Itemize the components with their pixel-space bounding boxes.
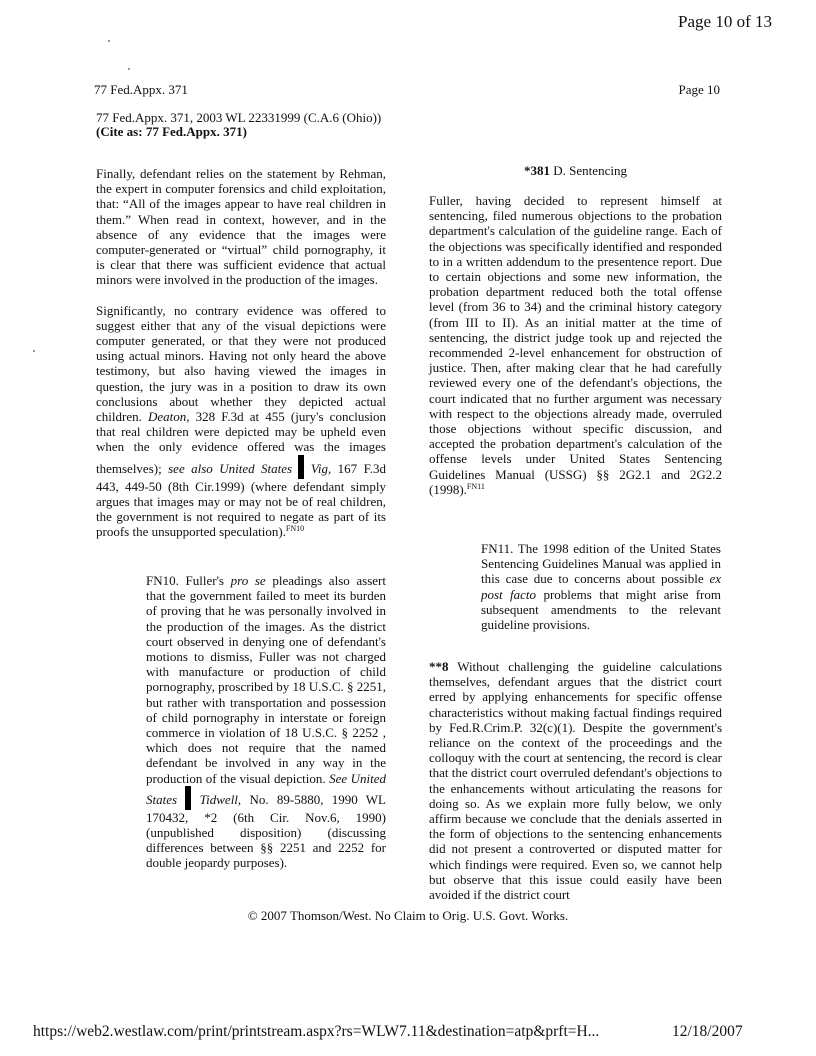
right-column-continued — [429, 659, 722, 902]
case-name-tidwell: Tidwell, — [199, 791, 242, 807]
case-name-vig: Vig, — [310, 460, 332, 476]
text-run: Significantly, no contrary evidence was offered to suggest either that any of the visual depictions were computer generated, or that they were not produced using actual minors. Having not only heard the above testimony, but also having viewed the images in question, the jury was in a position to draw its own conclusions about whether they depicted actual children. — [96, 302, 386, 425]
text-run: 328 F.3d at 455 (jury's conclusion that real children were depicted may be upheld even when the only evidence offered was the images themselves); — [96, 409, 386, 476]
text-run: No. 89-5880, 1990 WL 170432, *2 (6th Cir. Nov.6, 1990) (unpublished disposition) (discussing differences between §§ 2251 and 2252 for double jeopardy purposes). — [146, 791, 386, 871]
star-page-marker: **8 — [429, 659, 449, 674]
text-run: Fuller, having decided to represent himself at sentencing, filed numerous objections to the probation department's calculation of the guideline range. Each of the objections was specifically identified and responded to in a written addendum to the presentence report. Due to certain objections and some new information, the probation department reduced both the total offense level (from 36 to 34) and the criminal history category (from III to II). As an initial matter at the time of sentencing, the district judge took up and rejected the recommended 2-level enhancement for obstruction of justice. Then, after making clear that he had carefully reviewed every one of the defendant's objections, the court indicated that no further argument was necessary with respect to the objections already made, overruled those objections without specific discussion, and accepted the probation department's calculation of the offense levels under United States Sentencing Guidelines Manual (USSG) §§ 2G2.1 and 2G2.2 (1998). — [429, 193, 722, 497]
right-column — [429, 193, 722, 497]
full-citation: 77 Fed.Appx. 371, 2003 WL 22331999 (C.A.6 (Ohio)) — [96, 110, 382, 125]
case-name-united-states: see also United States — [168, 460, 293, 476]
footnote-fn10 — [146, 573, 386, 871]
signal-see: See — [329, 770, 348, 786]
italic-ex-post-facto: ex post facto — [481, 571, 721, 602]
header-page-number: Page 10 — [678, 82, 720, 97]
copyright-footer: © 2007 Thomson/West. No Claim to Orig. U.S. Govt. Works. — [247, 908, 569, 923]
redaction-mark — [185, 786, 191, 810]
paragraph-star-8 — [429, 659, 722, 902]
text-run: pleadings also assert that the government failed to meet its burden of proving that he was personally involved in the production of the images. As the district court observed in denying one of defendant's motions to dismiss, Fuller was not charged with manufacture or production of child pornography, proscribed by 18 U.S.C. § 2251, but rather with transportation and possession of child pornography in interstate or foreign commerce in violation of 18 U.S.C. § 2252 , which does not require that the named defendant be involved in any way in the production of the visual depiction. — [146, 573, 386, 786]
footnote-ref-fn11[interactable]: FN11 — [466, 481, 485, 491]
paragraph-significantly — [96, 303, 386, 540]
case-name-united-states: United States — [146, 770, 387, 807]
heading-text: D. Sentencing — [550, 163, 627, 178]
text-run: FN11. The 1998 edition of the United States Sentencing Guidelines Manual was applied in this case due to concerns about possible — [481, 541, 721, 587]
section-heading-sentencing — [429, 163, 722, 179]
header-citation: 77 Fed.Appx. 371 — [94, 82, 188, 97]
print-url[interactable]: https://web2.westlaw.com/print/printstream.aspx?rs=WLW7.11&destination=atp&prft=H... — [33, 1023, 600, 1040]
paragraph-fuller — [429, 193, 722, 497]
footnote-ref-fn10[interactable]: FN10 — [285, 524, 305, 534]
left-column — [96, 166, 386, 539]
scan-speck — [108, 40, 110, 42]
text-run: Without challenging the guideline calculations themselves, defendant argues that the district court erred by applying enhancements for specific offense characteristics without making factual findings required by Fed.R.Crim.P. 32(c)(1). Despite the government's reliance on the context of the proceedings and the colloquy with the court at sentencing, the record is clear that the district court overruled defendant's objections to the enhancements without articulating the reasons for doing so. As we explain more fully below, we only affirm because we conclude that the denials asserted in the form of objections to the sentencing enhancements did not present a controverted or disputed matter for which findings were required. Even so, we cannot help but observe that this issue could easily have been avoided if the district court — [429, 659, 722, 903]
redaction-mark — [298, 455, 304, 479]
footnote-fn11 — [481, 541, 721, 632]
paragraph-finally: Finally, defendant relies on the statement by Rehman, the expert in computer forensics and child exploitation, that: “All of the images appear to have real children in them.” When read in context, however, and in the absence of any evidence that the images were computer-generated or “virtual” child pornography, it is clear that there was sufficient evidence that actual minors were involved in the production of the images. — [96, 166, 386, 288]
italic-pro-se: pro se — [230, 573, 266, 588]
scan-speck — [128, 68, 130, 70]
text-run: problems that might arise from subsequent amendments to the relevant guideline provisions. — [481, 586, 721, 633]
print-date: 12/18/2007 — [672, 1023, 743, 1040]
cite-as: (Cite as: 77 Fed.Appx. 371) — [96, 124, 247, 139]
text-run: 167 F.3d 443, 449-50 (8th Cir.1999) (where defendant simply argues that images may or may not be of real children, the government is not required to negate as part of its proofs the unsupported speculation). — [96, 460, 387, 540]
star-page-marker: *381 — [524, 163, 551, 178]
page-of-indicator: Page 10 of 13 — [678, 12, 772, 31]
case-name-deaton: Deaton, — [147, 409, 190, 425]
text-run: FN10. Fuller's — [146, 573, 231, 588]
scan-speck — [33, 350, 35, 352]
